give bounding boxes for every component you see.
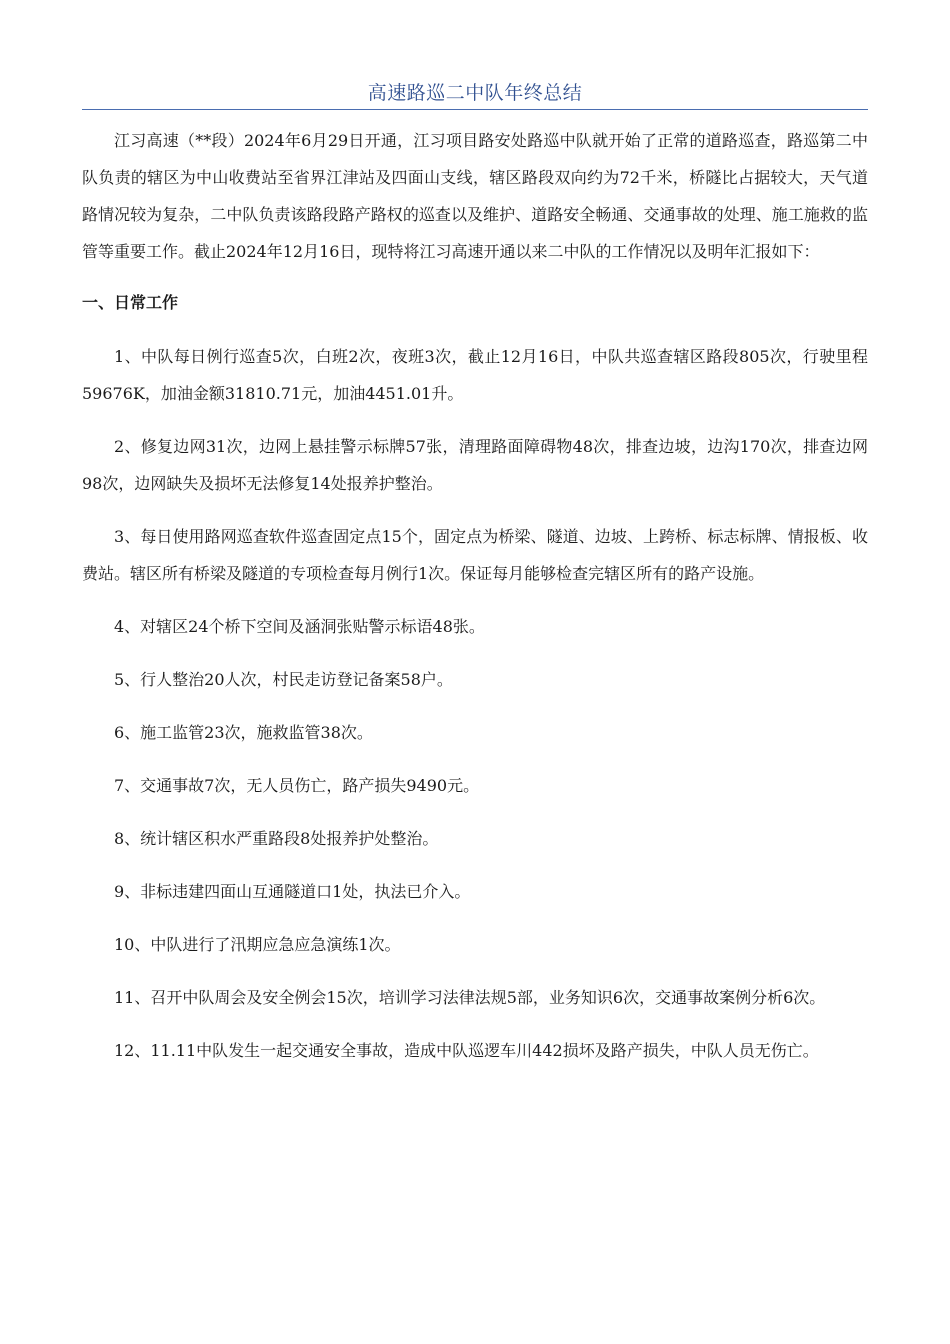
document-page xyxy=(82,78,868,1085)
work-item: 3、每日使用路网巡查软件巡查固定点15个，固定点为桥梁、隧道、边坡、上跨桥、标志标牌、情报板、收费站。辖区所有桥梁及隧道的专项检查每月例行1次。保证每月能够检查完辖区所有的路产设施。 xyxy=(82,527,868,583)
work-item: 12、11.11中队发生一起交通安全事故，造成中队巡逻车川442损坏及路产损失，中队人员无伤亡。 xyxy=(114,1041,819,1060)
work-item: 6、施工监管23次，施救监管38次。 xyxy=(114,723,373,742)
work-item: 10、中队进行了汛期应急应急演练1次。 xyxy=(114,935,401,954)
work-item: 1、中队每日例行巡查5次，白班2次，夜班3次，截止12月16日，中队共巡查辖区路段805次，行驶里程59676K，加油金额31810.71元，加油4451.01升。 xyxy=(82,347,868,403)
document-title: 高速路巡二中队年终总结 xyxy=(82,78,868,110)
work-item: 4、对辖区24个桥下空间及涵洞张贴警示标语48张。 xyxy=(114,617,485,636)
work-item: 7、交通事故7次，无人员伤亡，路产损失9490元。 xyxy=(114,776,480,795)
section-heading-daily-work: 一、日常工作 xyxy=(82,293,179,312)
work-item: 8、统计辖区积水严重路段8处报养护处整治。 xyxy=(114,829,439,848)
work-item: 9、非标违建四面山互通隧道口1处，执法已介入。 xyxy=(114,882,471,901)
work-item: 11、召开中队周会及安全例会15次，培训学习法律法规5部，业务知识6次，交通事故案例分析6次。 xyxy=(114,988,826,1007)
work-item-list xyxy=(82,338,868,1069)
intro-paragraph: 江习高速（**段）2024年6月29日开通，江习项目路安处路巡中队就开始了正常的道路巡查，路巡第二中队负责的辖区为中山收费站至省界江津站及四面山支线，辖区路段双向约为72千米，桥隧比占据较大，天气道路情况较为复杂，二中队负责该路段路产路权的巡查以及维护、道路安全畅通、交通事故的处理、施工施救的监管等重要工作。截止2024年12月16日，现特将江习高速开通以来二中队的工作情况以及明年汇报如下： xyxy=(82,131,868,261)
work-item: 2、修复边网31次，边网上悬挂警示标牌57张，清理路面障碍物48次，排查边坡，边沟170次，排查边网98次，边网缺失及损坏无法修复14处报养护整治。 xyxy=(82,437,868,493)
work-item: 5、行人整治20人次，村民走访登记备案58户。 xyxy=(114,670,453,689)
